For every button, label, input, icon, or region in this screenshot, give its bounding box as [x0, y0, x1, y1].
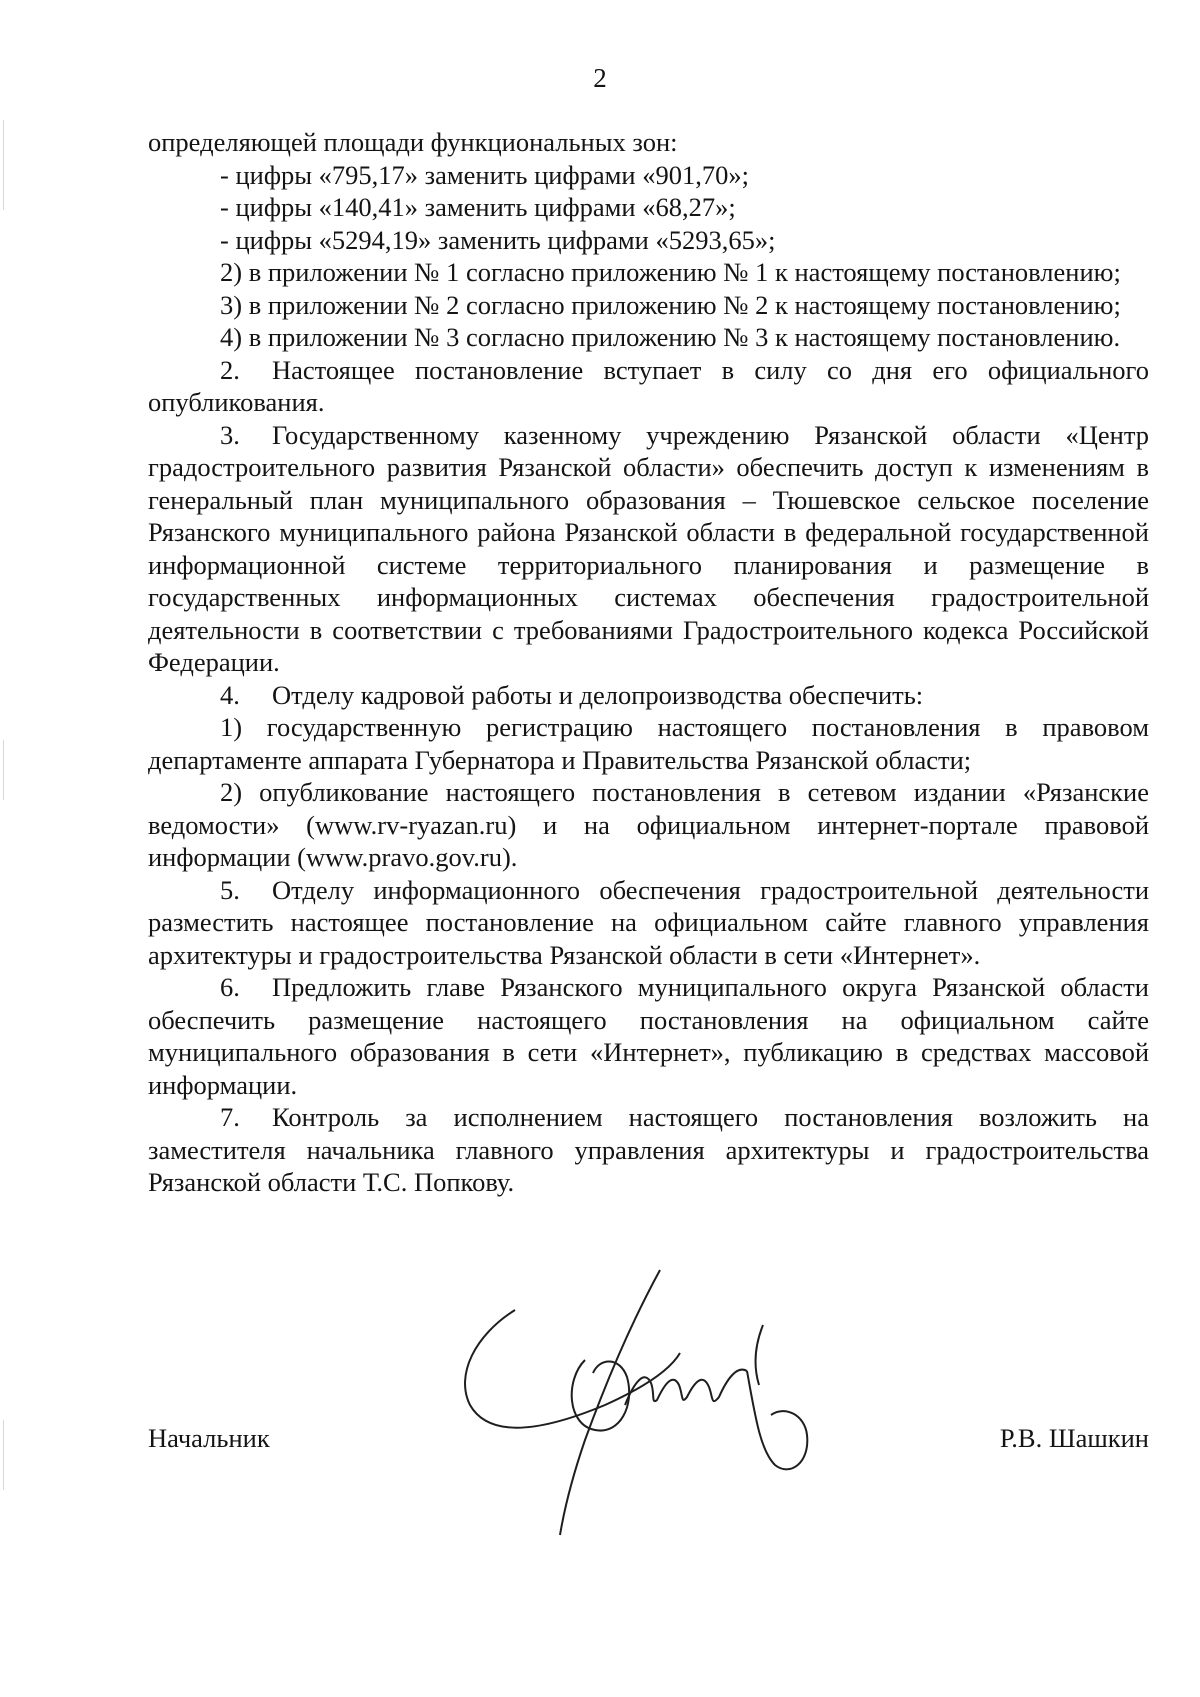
- clause-text: Контроль за исполнением настоящего постановления возложить на заместителя начальника главного управления архитектуры и градостроительства Рязанской области Т.С. Попкову.: [148, 1102, 1149, 1197]
- numbered-clause: [148, 1101, 1149, 1199]
- handwritten-signature: [455, 1265, 875, 1545]
- clause-number: 3.: [220, 419, 240, 450]
- paragraph-continuation: определяющей площади функциональных зон:: [148, 127, 678, 157]
- clause-text: Предложить главе Рязанского муниципального округа Рязанской области обеспечить размещение настоящего постановления на официальном сайте муниципального образования в сети «Интернет», публикацию в средствах массовой информации.: [148, 972, 1149, 1100]
- scan-edge-mark: [3, 740, 4, 800]
- sub-item: 1) государственную регистрацию настоящего постановления в правовом департаменте аппарата Губернатора и Правительства Рязанской области;: [148, 712, 1149, 775]
- signature-block: [148, 1422, 1149, 1462]
- clause-number: 6.: [220, 972, 240, 1002]
- replacement-item: - цифры «5294,19» заменить цифрами «5293,65»;: [220, 224, 776, 255]
- appendix-item: 4) в приложении № 3 согласно приложению № 3 к настоящему постановлению.: [220, 322, 1121, 352]
- numbered-clause: [148, 679, 1149, 712]
- numbered-clause: [148, 354, 1149, 419]
- numbered-clause: [148, 874, 1149, 972]
- document-body: [148, 126, 1149, 1199]
- signatory-name: Р.В. Шашкин: [999, 1423, 1149, 1453]
- scan-edge-mark: [3, 1420, 4, 1490]
- appendix-item: 2) в приложении № 1 согласно приложению № 1 к настоящему постановлению;: [220, 257, 1121, 287]
- clause-number: 5.: [220, 874, 240, 905]
- numbered-clause: [148, 971, 1149, 1101]
- signatory-position: Начальник: [148, 1423, 270, 1453]
- clause-text: Государственному казенному учреждению Рязанской области «Центр градостроительного развития Рязанской области» обеспечить доступ к изменениям в генеральный план муниципального образования – Тюшевское сельское поселение Рязанского муниципального района Рязанской области в федеральной государственной информационной системе территориального планирования и размещение в государственных информационных системах обеспечения градостроительной деятельности в соответствии с требованиями Градостроительного кодекса Российской Федерации.: [148, 419, 1149, 677]
- numbered-clause: [148, 419, 1149, 679]
- appendix-item: 3) в приложении № 2 согласно приложению № 2 к настоящему постановлению;: [220, 289, 1121, 320]
- clause-number: 4.: [220, 679, 240, 710]
- replacement-item: - цифры «795,17» заменить цифрами «901,70»;: [220, 159, 749, 190]
- replacement-item: - цифры «140,41» заменить цифрами «68,27»;: [220, 192, 736, 222]
- clause-text: Настоящее постановление вступает в силу со дня его официального опубликования.: [148, 354, 1149, 417]
- scan-edge-mark: [3, 120, 4, 210]
- clause-number: 7.: [220, 1102, 240, 1132]
- clause-number: 2.: [220, 354, 240, 385]
- sub-item: 2) опубликование настоящего постановления в сетевом издании «Рязанские ведомости» (www.rv-ryazan.ru) и на официальном интернет-портале правовой информации (www.pravo.gov.ru).: [148, 777, 1149, 872]
- clause-text: Отделу информационного обеспечения градостроительной деятельности разместить настоящее постановление на официальном сайте главного управления архитектуры и градостроительства Рязанской области в сети «Интернет».: [148, 874, 1149, 970]
- page-number: 2: [593, 63, 607, 93]
- clause-text: Отделу кадровой работы и делопроизводства обеспечить:: [272, 679, 924, 710]
